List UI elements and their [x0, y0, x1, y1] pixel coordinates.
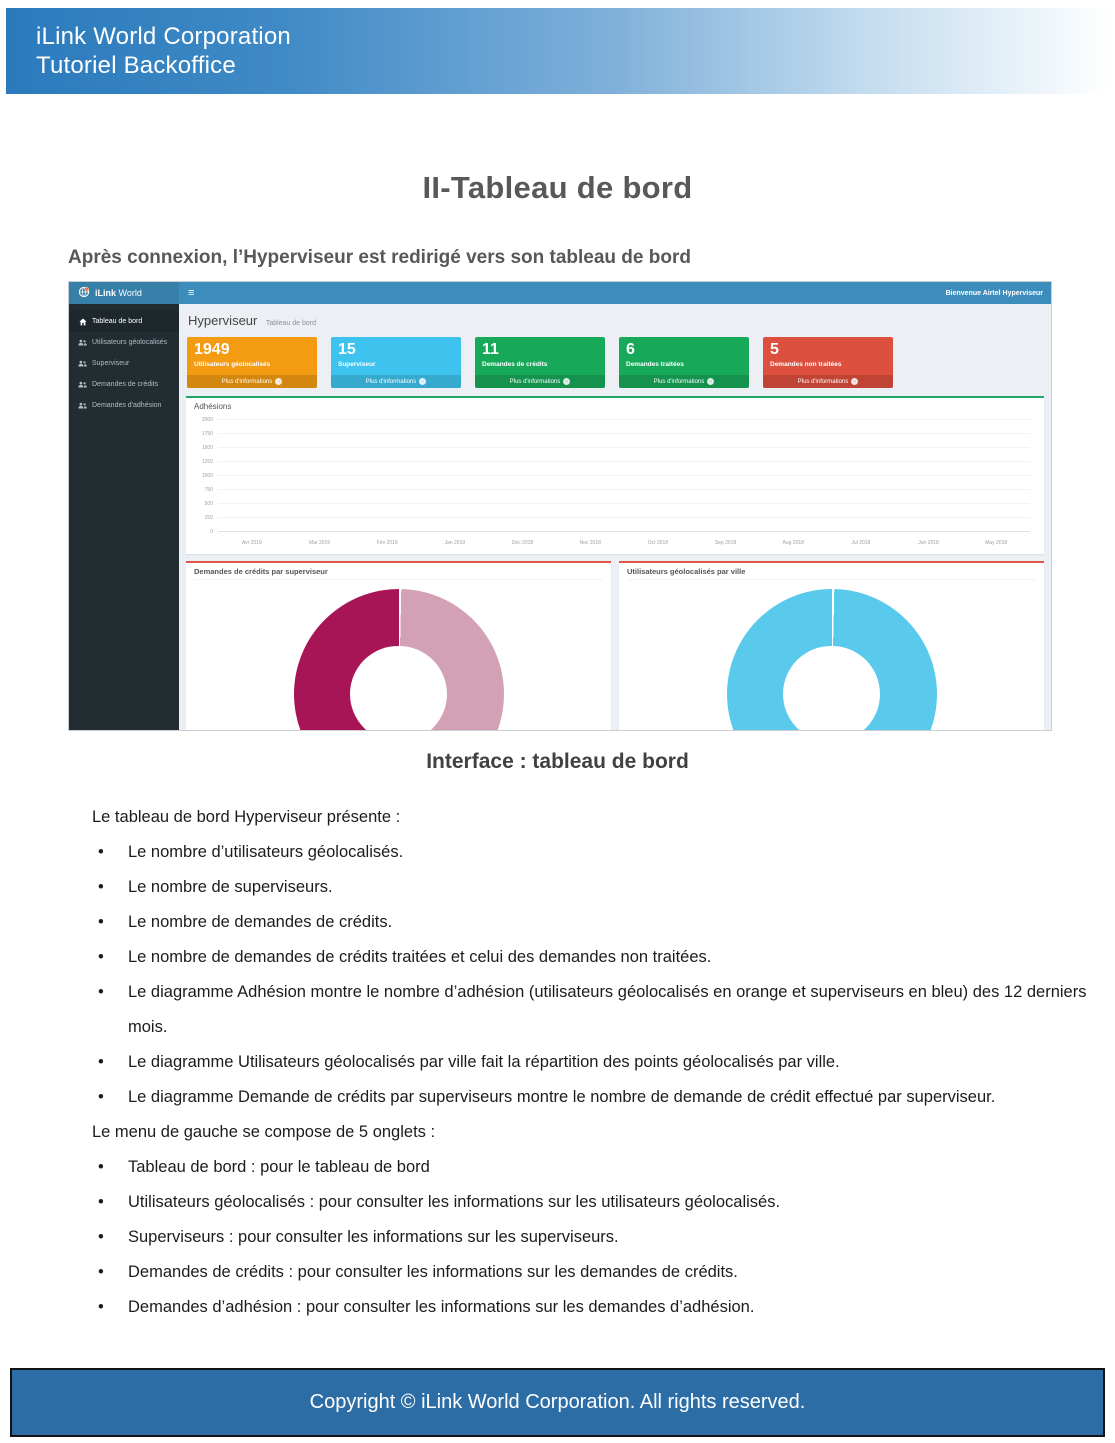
bullet-text: Superviseurs : pour consulter les informations sur les superviseurs. [128, 1228, 619, 1246]
sidebar-item-label: Superviseur [92, 360, 130, 367]
bullet-item [92, 1290, 1097, 1325]
bullet-dot: • [98, 1228, 104, 1246]
users-by-city-donut [727, 589, 937, 730]
x-tick-label: Jan 2019 [444, 540, 466, 546]
bullet-item [92, 940, 1097, 975]
donut-hole [350, 646, 447, 730]
page-footer [10, 1368, 1105, 1437]
users-icon [78, 339, 87, 346]
y-tick-label: 1500 [201, 445, 213, 451]
bullet-item [92, 1255, 1097, 1290]
bullet-text: Demandes d’adhésion : pour consulter les informations sur les demandes d’adhésion. [128, 1298, 755, 1316]
sidebar-item-label: Utilisateurs géolocalisés [92, 339, 168, 346]
more-info-label: Plus d'informations [365, 378, 417, 385]
brand-text: iLink World [95, 288, 142, 298]
stat-card-value: 6 [626, 341, 635, 358]
arrow-circle-right-icon: → [276, 378, 282, 384]
sidebar-item-demandes-d-adh-sion[interactable] [69, 395, 179, 416]
bullet-item [92, 905, 1097, 940]
content-subtitle: Tableau de bord [265, 320, 317, 327]
bullet-item [92, 975, 1097, 1045]
card-more-info-link[interactable] [475, 375, 605, 388]
bullet-list-2 [92, 1150, 1097, 1325]
bullet-dot: • [98, 1298, 104, 1316]
dashboard-topbar [69, 282, 1051, 304]
bullet-text: Le diagramme Utilisateurs géolocalisés par ville fait la répartition des points géolocalisés par ville. [128, 1053, 840, 1071]
stat-card-value: 1949 [194, 341, 230, 358]
stat-card-label: Utilisateurs géolocalisés [194, 361, 271, 368]
bullet-item [92, 1080, 1097, 1115]
bullet-text: Le nombre d’utilisateurs géolocalisés. [128, 843, 404, 861]
content-header [188, 312, 1044, 330]
bullet-item [92, 870, 1097, 905]
x-tick-label: Jun 2018 [918, 540, 939, 546]
x-tick-label: Jul 2018 [851, 540, 871, 546]
bullet-dot: • [98, 913, 104, 931]
stat-card-value: 5 [770, 341, 779, 358]
stat-card-body [331, 337, 461, 375]
y-tick-label: 250 [204, 515, 213, 521]
more-info-label: Plus d'informations [221, 378, 273, 385]
stat-card-label: Demandes de crédits [482, 361, 548, 368]
donut-panels-row [186, 561, 1044, 730]
bullet-text: Le nombre de demandes de crédits traitées et celui des demandes non traitées. [128, 948, 712, 966]
x-tick-label: Mar 2019 [308, 540, 331, 546]
x-tick-label: Avr 2019 [241, 540, 262, 546]
bullet-dot: • [98, 1193, 104, 1211]
adhesions-panel [186, 396, 1044, 554]
bullet-item [92, 835, 1097, 870]
card-more-info-link[interactable] [619, 375, 749, 388]
bullet-item [92, 1185, 1097, 1220]
y-tick-label: 500 [204, 501, 213, 507]
x-tick-label: Fév 2019 [376, 540, 398, 546]
x-tick-label: May 2018 [985, 540, 1008, 546]
bullet-text: Le nombre de demandes de crédits. [128, 913, 393, 931]
y-tick-label: 2000 [201, 417, 213, 423]
stat-card [619, 337, 749, 388]
stat-card-value: 11 [482, 341, 499, 358]
sidebar-toggle-icon[interactable]: ≡ [188, 287, 195, 299]
brand-logo[interactable] [69, 282, 179, 304]
bullet-text: Le diagramme Demande de crédits par superviseurs montre le nombre de demande de crédit effectué par superviseur. [128, 1088, 996, 1106]
more-info-label: Plus d'informations [509, 378, 561, 385]
arrow-circle-right-icon: → [420, 378, 426, 384]
sidebar-item-superviseur[interactable] [69, 353, 179, 374]
document-subname: Tutoriel Backoffice [36, 52, 236, 79]
card-more-info-link[interactable] [331, 375, 461, 388]
section-subtitle: Après connexion, l’Hyperviseur est redirigé vers son tableau de bord [68, 247, 691, 268]
stat-card [187, 337, 317, 388]
company-name: iLink World Corporation [36, 23, 291, 50]
figure-caption: Interface : tableau de bord [426, 750, 689, 773]
stat-card-label: Demandes traitées [626, 361, 684, 368]
bullet-dot: • [98, 843, 104, 861]
content-title: Hyperviseur [188, 313, 258, 328]
stat-card-body [619, 337, 749, 375]
more-info-label: Plus d'informations [797, 378, 849, 385]
bullet-list-1 [92, 835, 1097, 1115]
y-axis [194, 417, 216, 535]
bullet-dot: • [98, 1053, 104, 1071]
stat-card-body [763, 337, 893, 375]
donut-hole [783, 646, 880, 730]
body-text [92, 800, 1097, 1325]
sidebar-item-label: Demandes d'adhésion [92, 402, 162, 409]
y-tick-label: 1000 [201, 473, 213, 479]
bullet-dot: • [98, 1088, 104, 1106]
x-tick-label: Oct 2018 [647, 540, 669, 546]
users-icon [78, 360, 87, 367]
bullet-dot: • [98, 948, 104, 966]
adhesions-bar-chart [194, 414, 1036, 546]
bullet-dot: • [98, 1263, 104, 1281]
stat-card-value: 15 [338, 341, 356, 358]
stat-card-body [187, 337, 317, 375]
sidebar-item-label: Tableau de bord [92, 318, 143, 325]
users-icon [78, 381, 87, 388]
sidebar-item-demandes-de-cr-dits[interactable] [69, 374, 179, 395]
bullet-dot: • [98, 983, 104, 1001]
adhesions-title: Adhésions [194, 402, 232, 411]
dashboard-content [179, 304, 1051, 730]
stat-card-body [475, 337, 605, 375]
bullet-item [92, 1045, 1097, 1080]
bullet-text: Utilisateurs géolocalisés : pour consulter les informations sur les utilisateurs géolocalisés. [128, 1193, 781, 1211]
bars-container [218, 420, 1030, 532]
users-by-city-title: Utilisateurs géolocalisés par ville [627, 567, 1036, 580]
credits-by-supervisor-title: Demandes de crédits par superviseur [194, 567, 603, 580]
arrow-circle-right-icon: → [708, 378, 714, 384]
x-tick-label: Nov 2018 [579, 540, 601, 546]
y-tick-label: 750 [204, 487, 213, 493]
bullet-item [92, 1150, 1097, 1185]
x-tick-label: Sep 2018 [714, 540, 737, 546]
x-tick-label: Aug 2018 [782, 540, 804, 546]
document-header [6, 8, 1109, 94]
y-tick-label: 1750 [201, 431, 213, 437]
y-tick-label: 0 [210, 529, 213, 535]
bullet-dot: • [98, 878, 104, 896]
stat-card-label: Demandes non traitées [770, 361, 842, 368]
intro-paragraph-2: Le menu de gauche se compose de 5 onglets : [92, 1123, 436, 1141]
bullet-dot: • [98, 1158, 104, 1176]
home-icon [78, 318, 87, 326]
section-title: II-Tableau de bord [422, 170, 693, 205]
x-axis [218, 535, 1030, 546]
dashboard-sidebar [69, 304, 179, 730]
intro-paragraph-1: Le tableau de bord Hyperviseur présente : [92, 808, 401, 826]
bullet-item [92, 1220, 1097, 1255]
dashboard-screenshot [68, 281, 1052, 731]
sidebar-item-utilisateurs-g-olocalis-s[interactable] [69, 332, 179, 353]
welcome-user-label[interactable]: Bienvenue Airtel Hyperviseur [945, 289, 1043, 297]
stat-card [331, 337, 461, 388]
stat-cards-row [187, 337, 1044, 388]
bullet-text: Tableau de bord : pour le tableau de bord [128, 1158, 430, 1176]
arrow-circle-right-icon: → [852, 378, 858, 384]
plot-area [218, 420, 1030, 532]
stat-card-label: Superviseur [338, 361, 376, 368]
arrow-circle-right-icon: → [564, 378, 570, 384]
users-by-city-panel [619, 561, 1044, 730]
card-more-info-link[interactable] [763, 375, 893, 388]
stat-card [475, 337, 605, 388]
stat-card [763, 337, 893, 388]
more-info-label: Plus d'informations [653, 378, 705, 385]
sidebar-item-tableau-de-bord[interactable] [69, 311, 179, 332]
users-icon [78, 402, 87, 409]
credits-by-supervisor-donut [294, 589, 504, 730]
bullet-text: Demandes de crédits : pour consulter les informations sur les demandes de crédits. [128, 1263, 738, 1281]
card-more-info-link[interactable] [187, 375, 317, 388]
x-tick-label: Déc 2018 [511, 540, 534, 546]
copyright-text: Copyright © iLink World Corporation. All rights reserved. [309, 1391, 806, 1413]
y-tick-label: 1250 [201, 459, 213, 465]
sidebar-item-label: Demandes de crédits [92, 381, 159, 388]
credits-by-supervisor-panel [186, 561, 611, 730]
bullet-text: Le diagramme Adhésion montre le nombre d’adhésion (utilisateurs géolocalisés en orange et superviseurs en bleu) des 12 derniers mois. [128, 983, 1087, 1036]
globe-pin-icon [78, 286, 90, 300]
bullet-text: Le nombre de superviseurs. [128, 878, 333, 896]
